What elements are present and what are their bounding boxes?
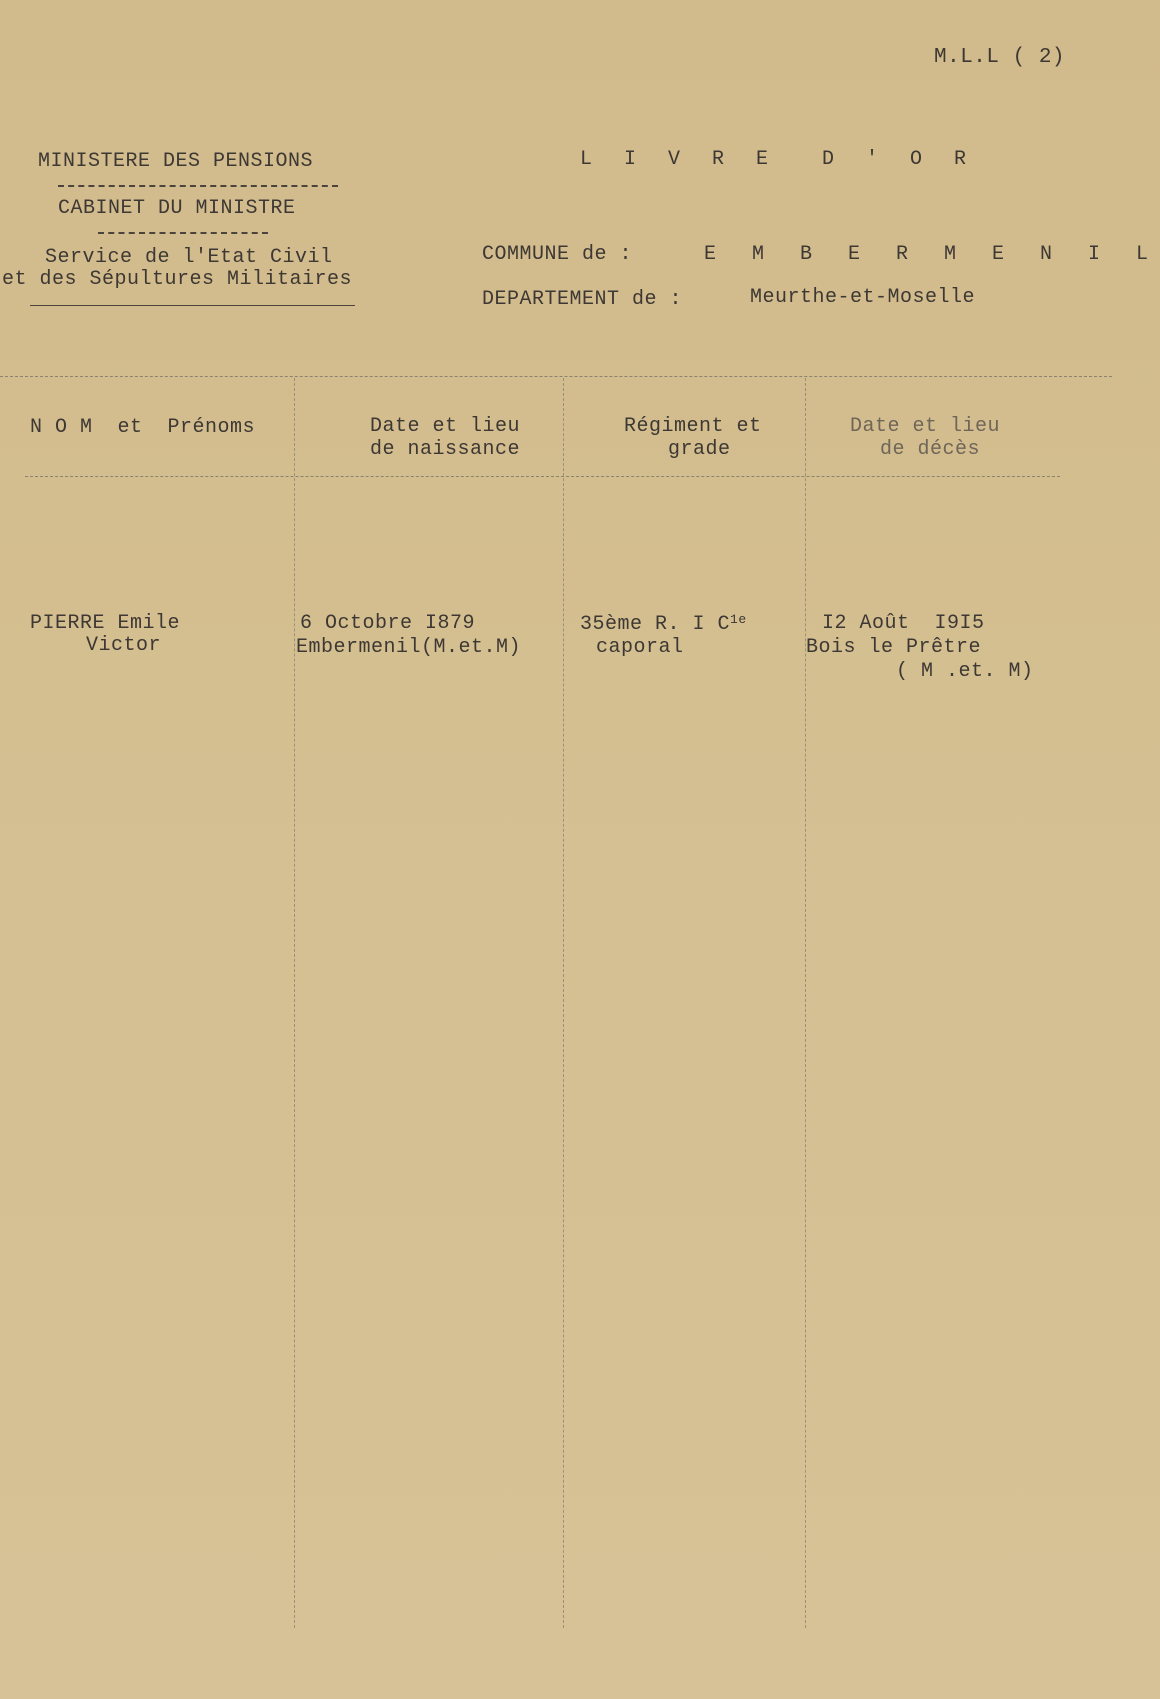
column-header-birth-1: Date et lieu [370,415,521,438]
column-header-regiment-1: Régiment et [624,415,762,438]
record-regiment-sup: 1e [730,612,747,627]
departement-label: DEPARTEMENT de : [482,288,683,311]
record-birth-place: Embermenil(M.et.M) [296,636,522,659]
record-birth-date: 6 Octobre I879 [300,612,476,635]
record-regiment-main: 35ème R. I C [580,613,731,636]
column-rule-2 [563,378,564,1628]
service-underline [30,305,355,306]
service-line-1: Service de l'Etat Civil [45,246,333,269]
column-header-birth-2: de naissance [370,438,521,461]
book-title: L I V R E D ' O R [580,148,977,171]
ministry-underline [58,185,338,187]
commune-label: COMMUNE de : [482,243,633,266]
service-line-2: et des Sépultures Militaires [2,268,353,291]
reference-number: M.L.L ( 2) [934,46,1066,69]
column-header-death-2: de décès [880,438,981,461]
column-header-name: N O M et Prénoms [30,416,256,439]
column-header-regiment-2: grade [668,438,731,461]
cabinet-underline [98,232,268,234]
record-grade: caporal [596,636,684,659]
table-top-rule [0,376,1112,377]
commune-value: E M B E R M E N I L [704,243,1160,266]
record-regiment [580,612,747,636]
ministry-name: MINISTERE DES PENSIONS [38,150,314,173]
column-header-death-1: Date et lieu [850,415,1001,438]
record-name-line-1: PIERRE Emile [30,612,181,635]
record-name-line-2: Victor [86,634,162,657]
record-death-place-1: Bois le Prêtre [806,636,982,659]
record-death-place-2: ( M .et. M) [896,660,1034,683]
departement-value: Meurthe-et-Moselle [750,286,976,309]
cabinet-name: CABINET DU MINISTRE [58,197,296,220]
header-bottom-rule [25,476,1060,477]
record-death-date: I2 Août I9I5 [822,612,985,635]
column-rule-1 [294,378,295,1628]
column-rule-3 [805,378,806,1628]
